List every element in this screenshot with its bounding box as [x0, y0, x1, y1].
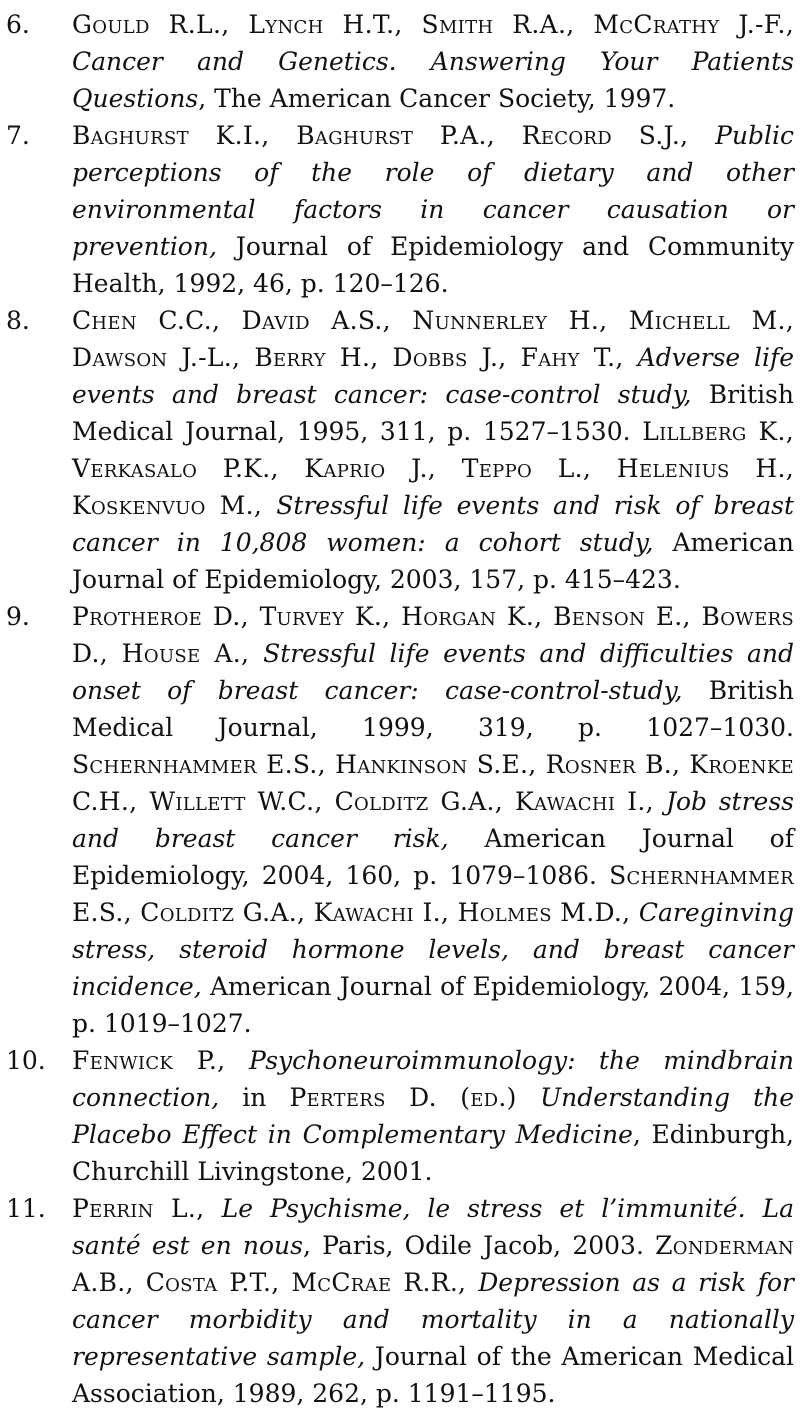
reference-authors: Perrin L.,	[72, 1194, 222, 1223]
reference-source: , Edinburgh, Churchill Livingstone, 2001.	[72, 1120, 794, 1186]
reference-title: Job stress and breast cancer risk,	[72, 787, 794, 853]
reference-item	[6, 1190, 794, 1412]
reference-authors: Schernhammer E.S., Hankinson S.E., Rosner B., Kroenke C.H., Willett W.C., Colditz G.A., Kawachi I.,	[72, 750, 794, 816]
reference-authors: Gould R.L., Lynch H.T., Smith R.A., McCrathy J.-F.,	[72, 10, 794, 39]
reference-title: Adverse life events and breast cancer: case-control study,	[72, 343, 794, 409]
reference-title: Depression as a risk for cancer morbidity and mortality in a nationally representative sample,	[72, 1268, 794, 1371]
reference-item	[6, 117, 794, 302]
reference-item	[6, 302, 794, 598]
reference-number: 11.	[6, 1194, 46, 1223]
reference-title: Stressful life events and risk of breast cancer in 10,808 women: a cohort study,	[72, 491, 794, 557]
reference-item	[6, 1042, 794, 1190]
reference-source: British Medical Journal, 1995, 311, p. 1527–1530.	[72, 380, 794, 446]
reference-number: 8.	[6, 306, 30, 335]
reference-number: 6.	[6, 10, 30, 39]
reference-source: , The American Cancer Society, 1997.	[198, 84, 676, 113]
reference-source: Journal of Epidemiology and Community Health, 1992, 46, p. 120–126.	[72, 232, 794, 298]
reference-authors: Zonderman A.B., Costa P.T., McCrae R.R.,	[72, 1231, 795, 1297]
reference-source: British Medical Journal, 1999, 319, p. 1027–1030.	[72, 676, 794, 742]
reference-title: Cancer and Genetics. Answering Your Patients Questions	[72, 47, 794, 113]
reference-source: American Journal of Epidemiology, 2004, 159, p. 1019–1027.	[72, 972, 794, 1038]
reference-title: Le Psychisme, le stress et l’immunité. La santé est en nous	[72, 1194, 794, 1260]
reference-title: Public perceptions of the role of dietary and other environmental factors in cancer causation or prevention,	[72, 121, 794, 261]
reference-authors: Protheroe D., Turvey K., Horgan K., Benson E., Bowers D., House A.,	[72, 602, 794, 668]
reference-source: in	[219, 1083, 290, 1112]
reference-editors: Perters D. (ed.)	[289, 1083, 541, 1112]
reference-authors: Fenwick P.,	[72, 1046, 250, 1075]
reference-authors: Baghurst K.I., Baghurst P.A., Record S.J.,	[72, 121, 716, 150]
reference-source: American Journal of Epidemiology, 2003, 157, p. 415–423.	[72, 528, 794, 594]
reference-title: Psychoneuroimmunology: the mindbrain connection,	[72, 1046, 794, 1112]
reference-list	[6, 6, 794, 1412]
reference-number: 9.	[6, 602, 30, 631]
reference-authors: Chen C.C., David A.S., Nunnerley H., Michell M., Dawson J.-L., Berry H., Dobbs J., Fahy T.,	[72, 306, 794, 372]
reference-source: , Paris, Odile Jacob, 2003.	[302, 1231, 656, 1260]
reference-book-title: Understanding the Placebo Effect in Complementary Medicine	[72, 1083, 795, 1149]
reference-authors: Lillberg K., Verkasalo P.K., Kaprio J., Teppo L., Helenius H., Koskenvuo M.,	[72, 417, 794, 520]
reference-source: Journal of the American Medical Association, 1989, 262, p. 1191–1195.	[72, 1342, 794, 1408]
reference-number: 10.	[6, 1046, 46, 1075]
reference-title: Careginving stress, steroid hormone levels, and breast cancer incidence,	[72, 898, 794, 1001]
reference-title: Stressful life events and difficulties and onset of breast cancer: case-control-study,	[72, 639, 794, 705]
reference-number: 7.	[6, 121, 30, 150]
reference-authors: Schernhammer E.S., Colditz G.A., Kawachi I., Holmes M.D.,	[72, 861, 794, 927]
reference-source: American Journal of Epidemiology, 2004, 160, p. 1079–1086.	[72, 824, 794, 890]
reference-item	[6, 6, 794, 117]
reference-item	[6, 598, 794, 1042]
